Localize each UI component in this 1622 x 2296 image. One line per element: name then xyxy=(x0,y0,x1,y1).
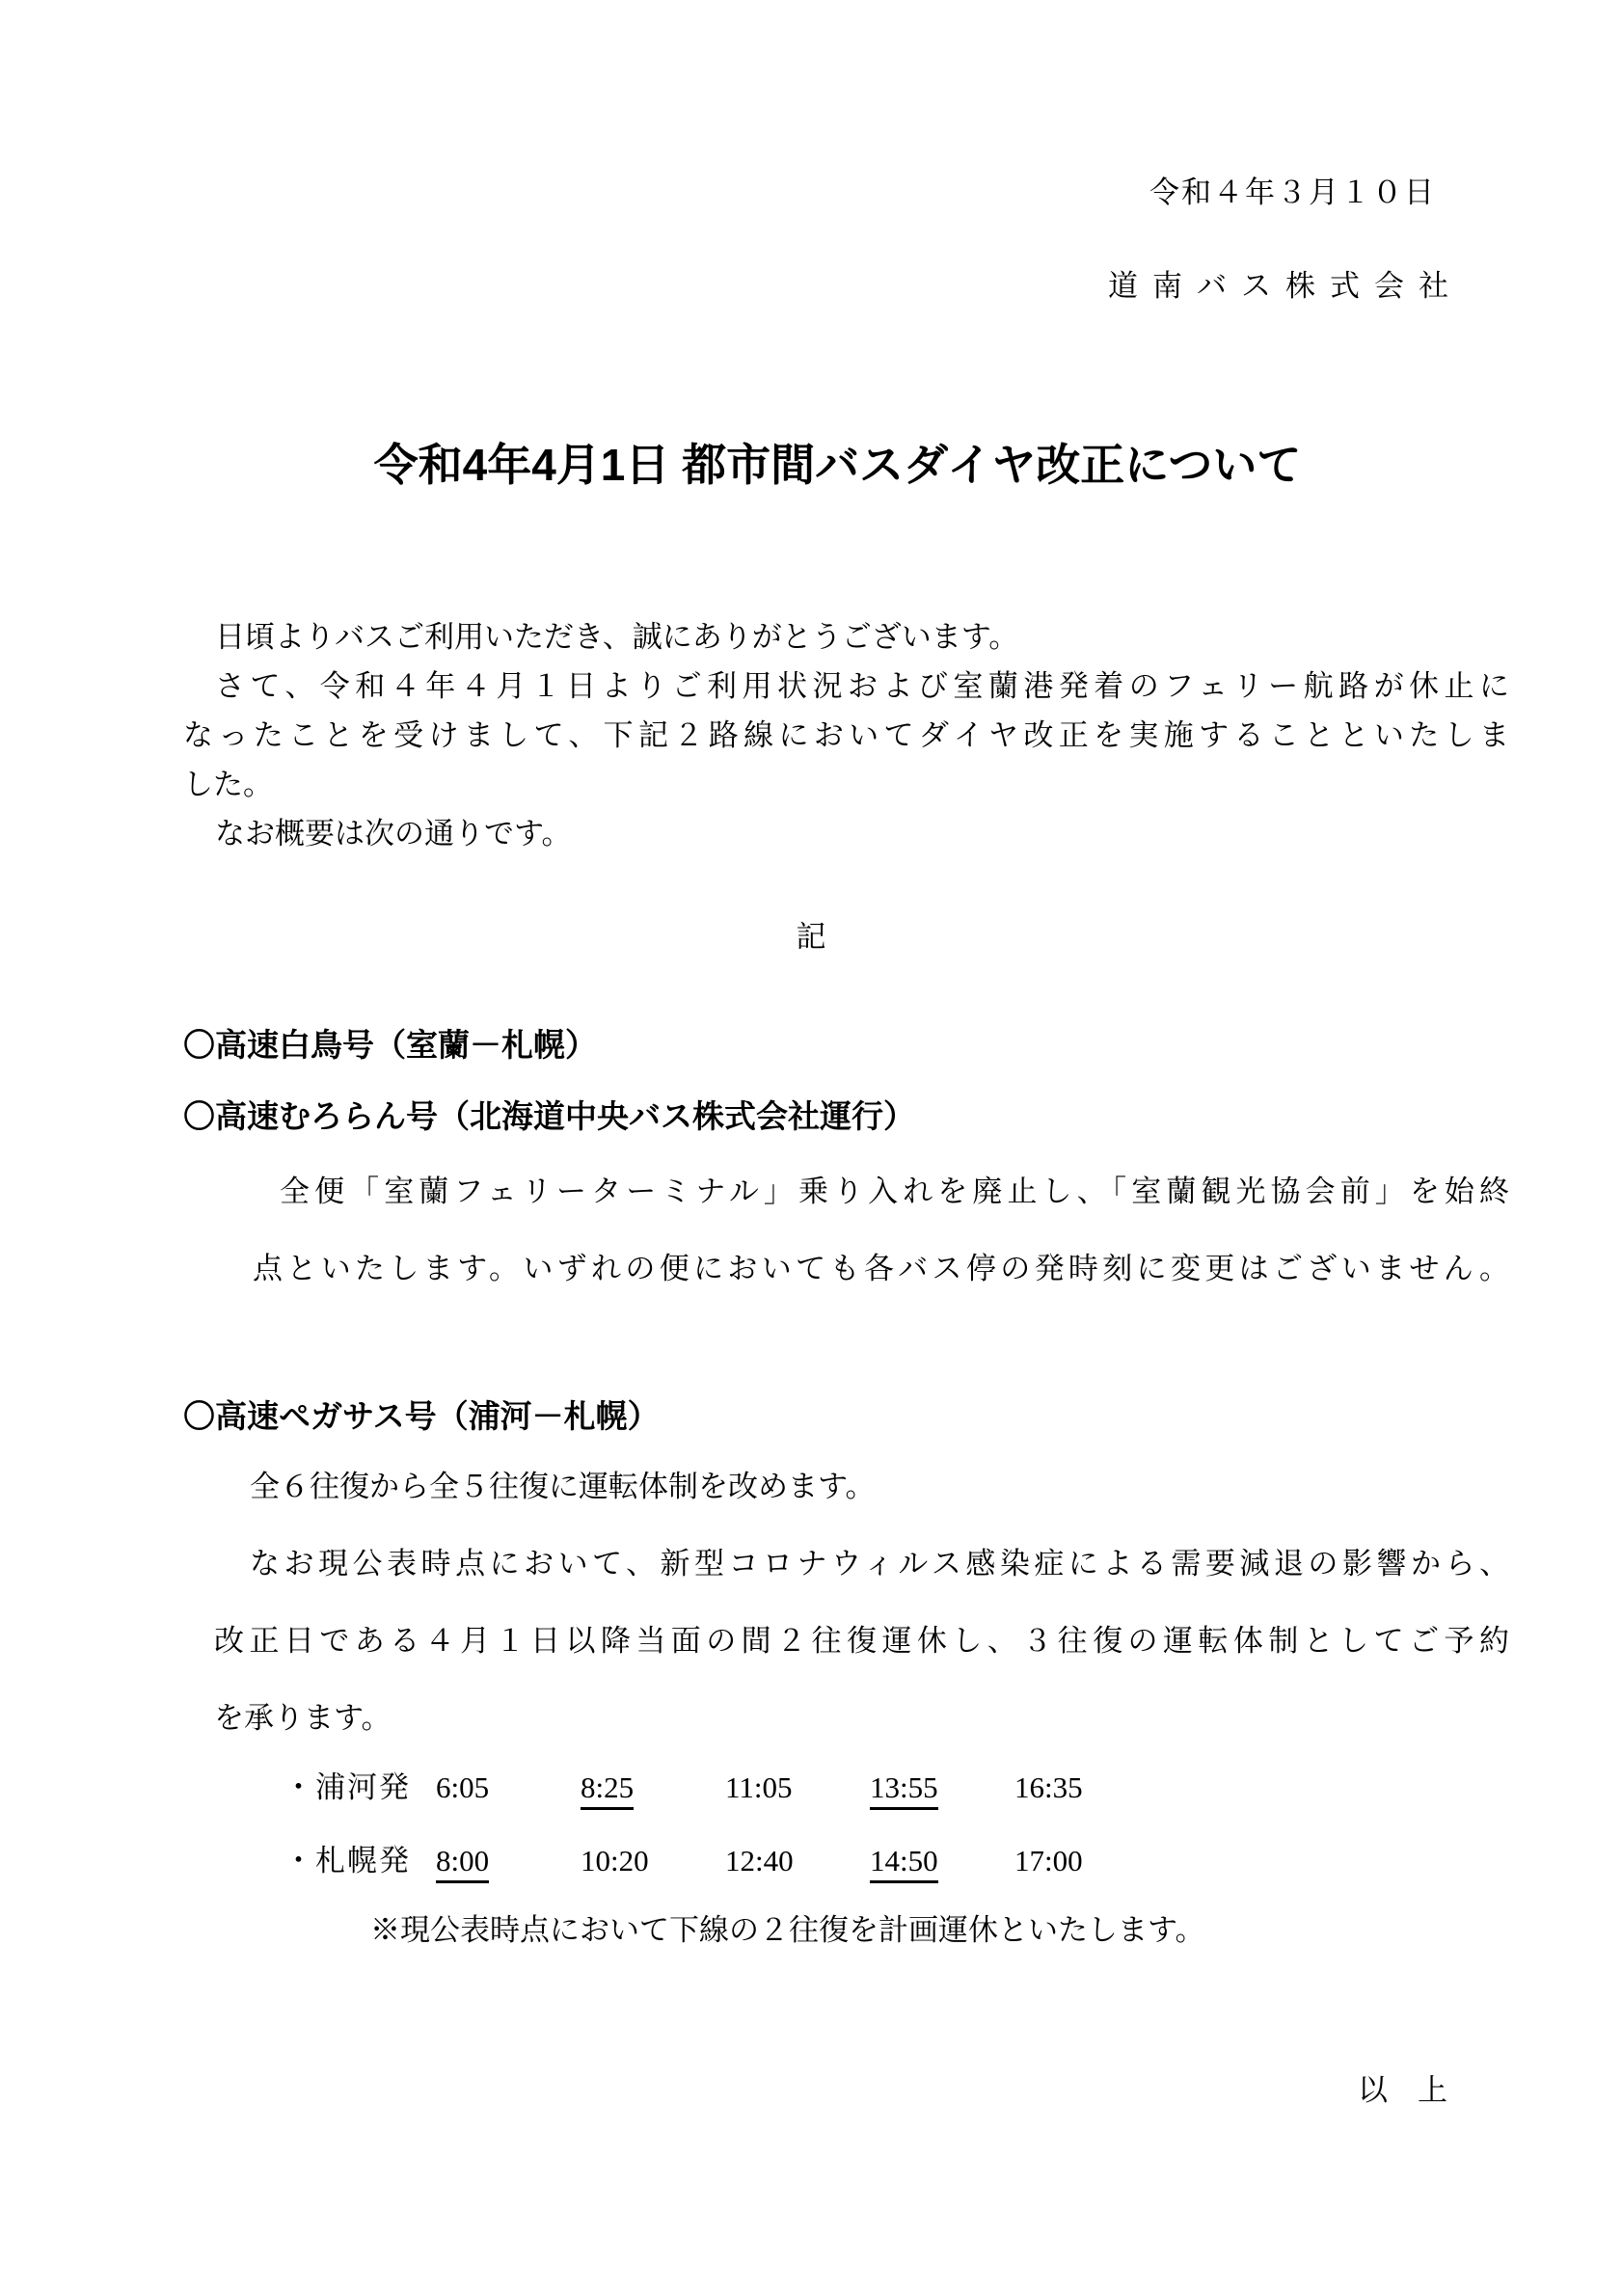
time-cell: 8:00 xyxy=(436,1844,581,1883)
timetable-row-label: ・札幌発 xyxy=(284,1844,411,1877)
time-cell: 11:05 xyxy=(725,1770,793,1804)
time-cell: 12:40 xyxy=(725,1844,794,1877)
page-title: 令和4年4月1日 都市間バスダイヤ改正について xyxy=(373,440,1302,490)
time-cell: 13:55 xyxy=(870,1770,1014,1810)
intro-line-1: 日頃よりバスご利用いただき、誠にありがとうございます。 xyxy=(215,620,1019,654)
muroran-para-line-1: 全便「室蘭フェリーターミナル」乗り入れを廃止し、「室蘭観光協会前」を始終 xyxy=(280,1175,1509,1208)
timetable-row-sapporo xyxy=(284,1844,1159,1883)
pegasus-para-line-2: なお現公表時点において、新型コロナウィルス感染症による需要減退の影響から、 xyxy=(250,1547,1509,1580)
heading-muroran-route: 〇高速むろらん号（北海道中央バス株式会社運行） xyxy=(183,1098,915,1134)
time-cell: 16:35 xyxy=(1014,1770,1083,1804)
time-cell: 6:05 xyxy=(436,1770,490,1804)
muroran-para-line-2: 点といたします。いずれの便においても各バス停の発時刻に変更はございません。 xyxy=(253,1252,1509,1285)
timetable-row-label: ・浦河発 xyxy=(284,1770,411,1804)
time-cell: 14:50 xyxy=(870,1844,1014,1883)
intro-line-3: なったことを受けまして、下記２路線においてダイヤ改正を実施することといたしま xyxy=(183,718,1509,752)
intro-paragraphs xyxy=(183,612,1509,858)
heading-hakucho-route: 〇高速白鳥号（室蘭－札幌） xyxy=(183,1027,597,1063)
timetable-row-urakawa xyxy=(284,1770,1159,1810)
muroran-paragraph xyxy=(253,1153,1509,1308)
pegasus-para-line-1: 全６往復から全５往復に運転体制を改めます。 xyxy=(250,1470,876,1503)
company-name: 道南バス株式会社 xyxy=(1108,269,1463,303)
time-cell: 10:20 xyxy=(581,1844,649,1877)
heading-pegasus-route: 〇高速ペガサス号（浦河－札幌） xyxy=(183,1398,660,1434)
intro-line-5: なお概要は次の通りです。 xyxy=(215,817,572,851)
time-cell: 17:00 xyxy=(1014,1844,1083,1877)
pegasus-para-line-4: を承ります。 xyxy=(214,1701,392,1735)
timetable-note: ※現公表時点において下線の２往復を計画運休といたします。 xyxy=(370,1913,1205,1947)
pegasus-para-line-3: 改正日である４月１日以降当面の間２往復運休し、３往復の運転体制としてご予約 xyxy=(214,1624,1509,1658)
document-date: 令和４年３月１０日 xyxy=(1149,176,1436,209)
closing-mark: 以 上 xyxy=(1358,2073,1447,2107)
time-cell: 8:25 xyxy=(581,1770,725,1810)
pegasus-paragraph xyxy=(214,1448,1509,1757)
ki-marker: 記 xyxy=(796,920,826,954)
intro-line-2: さて、令和４年４月１日よりご利用状況および室蘭港発着のフェリー航路が休止に xyxy=(215,669,1509,703)
intro-line-4: した。 xyxy=(183,768,273,801)
